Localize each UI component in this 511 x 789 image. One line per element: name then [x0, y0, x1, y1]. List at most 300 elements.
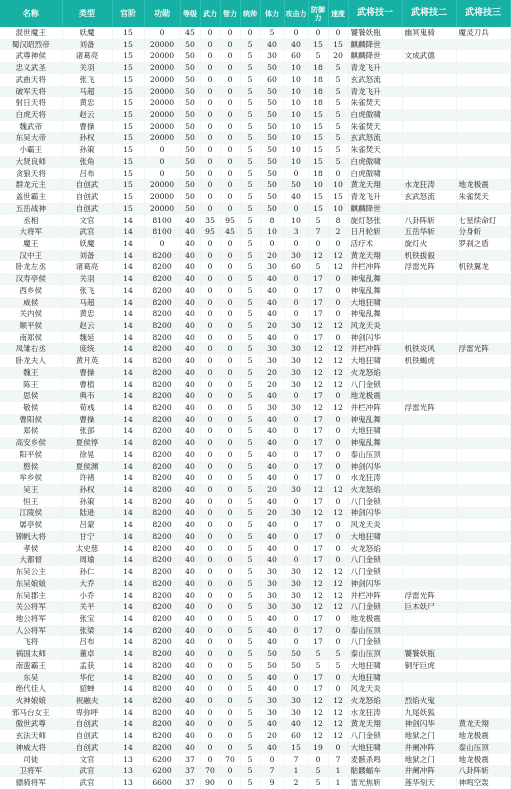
table-cell: 14	[112, 519, 144, 531]
table-cell	[456, 683, 510, 695]
table-cell: 0	[200, 273, 220, 285]
table-cell: 0	[220, 566, 240, 578]
table-cell: 0	[144, 156, 180, 168]
table-cell: 5	[240, 765, 260, 777]
table-cell: 5	[328, 660, 348, 672]
table-row	[0, 367, 510, 379]
table-cell: 40	[180, 390, 200, 402]
column-header: 名称	[0, 0, 62, 27]
table-cell: 0	[200, 379, 220, 391]
table-cell	[402, 461, 456, 473]
table-cell: 井阑冲阵	[402, 742, 456, 754]
table-cell: 5	[240, 343, 260, 355]
table-cell: 30	[260, 50, 284, 62]
table-row	[0, 355, 510, 367]
table-cell: 14	[112, 355, 144, 367]
table-cell: 卧龙夫人	[0, 355, 62, 367]
table-cell	[402, 636, 456, 648]
table-cell: 麒麟降世	[348, 203, 402, 215]
table-cell: 50	[260, 62, 284, 74]
table-cell: 0	[220, 636, 240, 648]
table-row	[0, 519, 510, 531]
table-cell: 董卓	[62, 648, 112, 660]
table-cell: 17	[308, 414, 328, 426]
table-cell: 诸葛亮	[62, 261, 112, 273]
table-cell: 5	[240, 86, 260, 98]
table-cell: 8200	[144, 496, 180, 508]
table-cell	[402, 285, 456, 297]
table-cell: 8200	[144, 308, 180, 320]
table-cell: 烈焰火鬼	[402, 695, 456, 707]
table-cell: 0	[220, 672, 240, 684]
table-cell: 八卦阵斩	[456, 765, 510, 777]
table-cell	[456, 132, 510, 144]
table-cell: 10	[328, 203, 348, 215]
table-cell: 20000	[144, 74, 180, 86]
table-row	[0, 554, 510, 566]
table-cell	[456, 250, 510, 262]
table-body	[0, 27, 510, 789]
table-cell: 孱亭侯	[0, 519, 62, 531]
column-header: 防御力	[308, 0, 328, 27]
table-cell: 50	[180, 109, 200, 121]
table-cell: 0	[284, 390, 308, 402]
table-cell: 30	[260, 695, 284, 707]
table-cell: 0	[200, 109, 220, 121]
table-cell: 卑弥呼	[62, 707, 112, 719]
table-cell: 50	[180, 74, 200, 86]
table-row	[0, 625, 510, 637]
table-row	[0, 156, 510, 168]
table-cell: 神剑闪华	[348, 578, 402, 590]
table-cell: 绝代佳人	[0, 683, 62, 695]
table-cell: 牟乡侯	[0, 472, 62, 484]
table-cell: 荀彧	[62, 402, 112, 414]
table-cell: 浮雷光阵	[402, 261, 456, 273]
table-cell: 40	[180, 285, 200, 297]
table-cell: 0	[200, 707, 220, 719]
table-cell: 0	[200, 261, 220, 273]
table-cell: 0	[220, 332, 240, 344]
table-cell: 青龙飞升	[348, 62, 402, 74]
table-cell	[402, 519, 456, 531]
table-cell: 30	[284, 320, 308, 332]
table-row	[0, 543, 510, 555]
table-cell: 12	[328, 355, 348, 367]
table-cell: 15	[308, 156, 328, 168]
table-cell: 5	[240, 472, 260, 484]
table-cell: 0	[200, 297, 220, 309]
table-cell: 地龙极震	[456, 754, 510, 766]
table-cell: 14	[112, 695, 144, 707]
table-cell: 破军天将	[0, 86, 62, 98]
table-cell: 0	[328, 742, 348, 754]
table-cell: 0	[200, 578, 220, 590]
table-cell: 0	[328, 531, 348, 543]
table-cell: 50	[284, 179, 308, 191]
table-cell: 50	[180, 203, 200, 215]
table-cell: 5	[240, 672, 260, 684]
table-cell: 麒麟降世	[348, 50, 402, 62]
table-cell: 5	[240, 250, 260, 262]
table-cell: 14	[112, 613, 144, 625]
table-cell: 40	[180, 695, 200, 707]
table-cell: 0	[144, 27, 180, 39]
table-cell: 5	[240, 613, 260, 625]
table-cell: 地狱之门	[402, 754, 456, 766]
table-cell: 0	[328, 297, 348, 309]
table-cell: 0	[200, 97, 220, 109]
table-cell: 0	[144, 168, 180, 180]
table-cell: 17	[308, 531, 328, 543]
table-cell: 0	[220, 261, 240, 273]
table-cell: 14	[112, 566, 144, 578]
table-cell: 武官	[62, 226, 112, 238]
table-row	[0, 449, 510, 461]
table-cell: 20000	[144, 121, 180, 133]
table-cell: 0	[220, 496, 240, 508]
table-cell: 17	[308, 636, 328, 648]
table-row	[0, 742, 510, 754]
table-cell: 自创武	[62, 742, 112, 754]
table-cell: 八门金锁	[348, 601, 402, 613]
table-cell: 40	[260, 718, 284, 730]
table-cell: 40	[180, 320, 200, 332]
table-cell: 20	[260, 730, 284, 742]
table-cell: 水龙狂涛	[348, 707, 402, 719]
table-cell: 0	[220, 250, 240, 262]
table-cell: 周瑜	[62, 554, 112, 566]
table-row	[0, 238, 510, 250]
table-cell: 17	[308, 390, 328, 402]
table-cell: 太史慈	[62, 543, 112, 555]
table-cell: 5	[328, 109, 348, 121]
table-cell: 15	[308, 39, 328, 51]
table-cell: 8200	[144, 390, 180, 402]
table-cell	[402, 97, 456, 109]
table-cell: 地龙极震	[348, 390, 402, 402]
table-cell: 14	[112, 402, 144, 414]
table-cell: 火龙怒焰	[348, 367, 402, 379]
table-cell: 魏延	[62, 332, 112, 344]
table-cell: 0	[220, 707, 240, 719]
table-cell: 马超	[62, 297, 112, 309]
table-cell: 40	[260, 437, 284, 449]
table-cell: 8200	[144, 578, 180, 590]
table-cell: 0	[284, 437, 308, 449]
table-cell: 40	[260, 414, 284, 426]
table-cell: 50	[180, 191, 200, 203]
table-cell: 8200	[144, 437, 180, 449]
table-cell: 0	[220, 718, 240, 730]
table-cell: 10	[284, 86, 308, 98]
table-cell	[456, 449, 510, 461]
table-cell: 神威大将	[0, 742, 62, 754]
table-header	[0, 0, 510, 27]
table-cell	[456, 543, 510, 555]
table-cell: 0	[220, 156, 240, 168]
table-cell: 5	[240, 191, 260, 203]
table-cell: 0	[200, 566, 220, 578]
table-cell: 魔王	[0, 238, 62, 250]
table-cell: 0	[220, 343, 240, 355]
table-cell: 黄龙天翔	[348, 250, 402, 262]
table-cell: 青龙飞升	[348, 86, 402, 98]
table-cell: 40	[260, 625, 284, 637]
table-cell: 12	[328, 601, 348, 613]
table-cell: 0	[328, 496, 348, 508]
table-row	[0, 97, 510, 109]
table-cell: 0	[220, 238, 240, 250]
table-cell: 白虎傲啸	[348, 168, 402, 180]
table-cell: 50	[284, 660, 308, 672]
table-cell	[456, 660, 510, 672]
table-cell: 骠骑将军	[0, 777, 62, 789]
table-cell: 大地狂啸	[348, 672, 402, 684]
table-cell	[456, 50, 510, 62]
table-cell: 浮雷光阵	[402, 590, 456, 602]
table-cell: 0	[200, 730, 220, 742]
table-cell: 0	[220, 531, 240, 543]
table-cell	[402, 390, 456, 402]
table-cell: 0	[200, 636, 220, 648]
table-cell: 45	[180, 27, 200, 39]
table-cell: 大乔	[62, 578, 112, 590]
table-cell	[402, 109, 456, 121]
table-cell: 地龙极震	[348, 613, 402, 625]
table-cell: 0	[220, 191, 240, 203]
table-cell: 0	[308, 238, 328, 250]
table-cell: 大都督	[0, 554, 62, 566]
table-cell: 14	[112, 683, 144, 695]
table-cell: 10	[284, 97, 308, 109]
table-cell: 文官	[62, 754, 112, 766]
table-cell: 大地狂啸	[348, 531, 402, 543]
table-cell: 赵云	[62, 320, 112, 332]
table-cell: 14	[112, 449, 144, 461]
table-row	[0, 531, 510, 543]
table-cell: 0	[328, 519, 348, 531]
table-cell: 40	[260, 472, 284, 484]
table-cell: 大地狂啸	[348, 355, 402, 367]
table-cell: 巨木妖尸	[402, 601, 456, 613]
table-cell: 旋灯怒张	[348, 215, 402, 227]
table-cell: 曹阳侯	[0, 414, 62, 426]
table-cell: 40	[260, 425, 284, 437]
table-cell: 50	[260, 648, 284, 660]
table-cell: 玄武怒流	[348, 132, 402, 144]
table-cell: 0	[220, 472, 240, 484]
table-cell: 8200	[144, 613, 180, 625]
table-cell: 活疗术	[348, 238, 402, 250]
table-cell: 0	[240, 27, 260, 39]
table-cell: 40	[180, 343, 200, 355]
table-cell: 14	[112, 707, 144, 719]
table-cell: 5	[328, 86, 348, 98]
table-cell: 孙权	[62, 484, 112, 496]
table-cell: 祸国太师	[0, 648, 62, 660]
table-cell: 14	[112, 601, 144, 613]
table-cell: 0	[220, 390, 240, 402]
table-cell: 5	[240, 39, 260, 51]
table-cell: 8200	[144, 519, 180, 531]
table-cell: 江陵侯	[0, 507, 62, 519]
table-cell: 0	[200, 437, 220, 449]
table-cell: 0	[200, 121, 220, 133]
table-cell: 12	[308, 601, 328, 613]
table-row	[0, 109, 510, 121]
table-cell: 14	[112, 531, 144, 543]
table-cell: 12	[308, 484, 328, 496]
table-cell: 0	[220, 50, 240, 62]
table-cell: 0	[328, 554, 348, 566]
table-cell: 8200	[144, 414, 180, 426]
table-cell: 10	[284, 62, 308, 74]
table-cell: 黄龙天翔	[348, 179, 402, 191]
table-row	[0, 683, 510, 695]
table-cell: 玄法天师	[0, 730, 62, 742]
table-cell: 8200	[144, 590, 180, 602]
table-cell: 2	[284, 777, 308, 789]
column-header: 武力	[200, 0, 220, 27]
table-cell: 0	[328, 238, 348, 250]
table-cell: 神鬼乱舞	[348, 437, 402, 449]
table-cell: 50	[180, 86, 200, 98]
table-cell: 5	[240, 531, 260, 543]
table-cell: 5	[240, 507, 260, 519]
table-cell: 40	[180, 215, 200, 227]
table-cell: 夏侯渊	[62, 461, 112, 473]
table-cell: 0	[200, 718, 220, 730]
table-cell: 50	[260, 97, 284, 109]
table-cell: 5	[240, 273, 260, 285]
column-header: 武将技一	[348, 0, 402, 27]
table-cell: 凤雏右丞	[0, 343, 62, 355]
table-row	[0, 672, 510, 684]
table-cell: 15	[112, 179, 144, 191]
table-cell: 30	[260, 261, 284, 273]
table-cell	[456, 109, 510, 121]
table-cell: 0	[220, 355, 240, 367]
table-cell: 17	[308, 496, 328, 508]
table-row	[0, 343, 510, 355]
table-cell: 14	[112, 461, 144, 473]
table-cell: 日月轮斩	[348, 226, 402, 238]
table-cell: 40	[180, 578, 200, 590]
table-cell: 15	[308, 191, 328, 203]
column-header: 功勋	[144, 0, 180, 27]
table-cell: 0	[284, 683, 308, 695]
table-cell: 20	[328, 50, 348, 62]
table-cell: 5	[240, 97, 260, 109]
table-cell: 50	[180, 156, 200, 168]
table-cell: 0	[200, 449, 220, 461]
table-cell: 5	[240, 261, 260, 273]
table-cell: 0	[220, 425, 240, 437]
table-cell: 5	[240, 215, 260, 227]
table-cell: 0	[200, 320, 220, 332]
table-cell: 5	[240, 636, 260, 648]
table-cell: 0	[328, 332, 348, 344]
table-cell	[402, 86, 456, 98]
table-cell: 东吴公主	[0, 566, 62, 578]
table-cell: 0	[200, 660, 220, 672]
table-row	[0, 765, 510, 777]
table-cell	[456, 707, 510, 719]
table-cell: 孙策	[62, 496, 112, 508]
table-cell: 8200	[144, 285, 180, 297]
table-cell: 0	[220, 554, 240, 566]
table-cell: 8200	[144, 297, 180, 309]
table-row	[0, 660, 510, 672]
table-row	[0, 777, 510, 789]
table-cell: 8200	[144, 730, 180, 742]
table-cell: 50	[180, 39, 200, 51]
table-cell: 8200	[144, 449, 180, 461]
table-cell: 0	[200, 461, 220, 473]
table-cell: 40	[260, 683, 284, 695]
table-cell: 12	[308, 507, 328, 519]
table-cell: 5	[328, 74, 348, 86]
table-cell: 14	[112, 343, 144, 355]
table-cell: 3	[284, 226, 308, 238]
table-cell: 5	[308, 777, 328, 789]
table-cell: 40	[180, 332, 200, 344]
table-cell	[456, 144, 510, 156]
table-cell: 5	[240, 601, 260, 613]
table-cell: 0	[328, 437, 348, 449]
table-cell: 0	[328, 308, 348, 320]
table-cell: 南蛮霸王	[0, 660, 62, 672]
table-cell: 白虎傲啸	[348, 109, 402, 121]
table-cell: 14	[112, 297, 144, 309]
table-cell: 30	[284, 343, 308, 355]
column-header: 类型	[62, 0, 112, 27]
table-cell: 40	[284, 39, 308, 51]
table-cell: 孟获	[62, 660, 112, 672]
table-row	[0, 414, 510, 426]
table-cell	[402, 543, 456, 555]
table-cell: 武官	[62, 777, 112, 789]
table-cell: 30	[284, 601, 308, 613]
table-cell: 14	[112, 226, 144, 238]
table-cell: 12	[308, 578, 328, 590]
table-cell: 40	[180, 648, 200, 660]
table-row	[0, 648, 510, 660]
table-cell: 15	[284, 742, 308, 754]
table-cell: 50	[260, 179, 284, 191]
table-cell: 15	[308, 132, 328, 144]
table-cell: 西乡侯	[0, 285, 62, 297]
table-cell: 8200	[144, 379, 180, 391]
table-cell: 神鬼乱舞	[348, 308, 402, 320]
table-cell: 15	[112, 97, 144, 109]
table-cell: 0	[200, 625, 220, 637]
table-cell: 7	[260, 765, 284, 777]
table-cell: 0	[220, 121, 240, 133]
table-row	[0, 273, 510, 285]
table-cell: 95	[200, 226, 220, 238]
table-cell: 泰山压顶	[348, 648, 402, 660]
table-cell: 40	[180, 449, 200, 461]
table-cell: 5	[240, 297, 260, 309]
table-cell: 0	[284, 636, 308, 648]
table-cell: 0	[200, 62, 220, 74]
table-cell: 40	[180, 297, 200, 309]
table-cell: 0	[200, 554, 220, 566]
table-cell: 7	[284, 754, 308, 766]
table-cell: 8200	[144, 648, 180, 660]
